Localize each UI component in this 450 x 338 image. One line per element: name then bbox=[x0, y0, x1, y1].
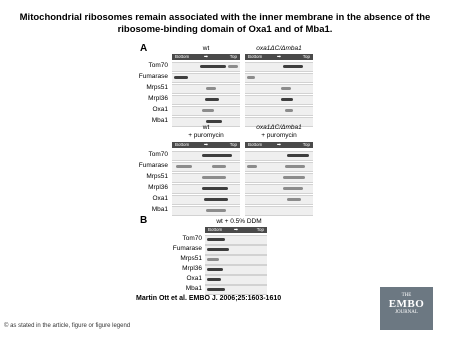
gradient-top-label: Top bbox=[229, 142, 237, 147]
protein-band bbox=[207, 248, 229, 251]
condition-mutant: oxa1ΔC/Δmba1 bbox=[256, 45, 302, 52]
blot-lane-strip bbox=[245, 184, 313, 194]
blot-lane-strip bbox=[245, 62, 313, 72]
blot-lane-strip bbox=[172, 62, 240, 72]
blot-lane-strip bbox=[172, 84, 240, 94]
blot-lane-strip bbox=[205, 235, 267, 245]
arrow-right-icon: ➡ bbox=[203, 142, 209, 148]
row-label-oxa1: Oxa1 bbox=[186, 275, 202, 282]
gradient-bar-mutant-puromycin bbox=[245, 142, 313, 148]
protein-band bbox=[283, 65, 303, 68]
gradient-top-label: Top bbox=[302, 142, 310, 147]
condition-wt: wt bbox=[202, 45, 210, 52]
blot-lane-strip bbox=[205, 285, 267, 295]
condition-wt-ddm: wt + 0.5% DDM bbox=[216, 218, 262, 225]
protein-band bbox=[200, 65, 226, 68]
blot-lane-strip bbox=[172, 206, 240, 216]
blot-lane-strip bbox=[172, 106, 240, 116]
blot-lane-strip bbox=[205, 255, 267, 265]
blot-lane-strip bbox=[245, 162, 313, 172]
blot-lane-strip bbox=[245, 73, 313, 83]
row-label-tom70: Tom70 bbox=[182, 235, 202, 242]
row-label-mrpl36: Mrpl36 bbox=[148, 95, 168, 102]
condition-line: wt bbox=[202, 124, 210, 131]
row-label-tom70: Tom70 bbox=[148, 151, 168, 158]
protein-band bbox=[287, 154, 309, 157]
blot-lane-strip bbox=[172, 95, 240, 105]
row-label-mrpl36: Mrpl36 bbox=[148, 184, 168, 191]
protein-band bbox=[206, 209, 226, 212]
row-label-fumarase: Fumarase bbox=[172, 245, 202, 252]
row-label-mrps51: Mrps51 bbox=[146, 84, 168, 91]
blot-lane-strip bbox=[205, 275, 267, 285]
citation: Martin Ott et al. EMBO J. 2006;25:1603-1610 bbox=[136, 295, 282, 302]
blot-lane-strip bbox=[172, 184, 240, 194]
blot-lane-strip bbox=[172, 173, 240, 183]
protein-band bbox=[207, 268, 223, 271]
protein-band bbox=[174, 76, 188, 79]
protein-band bbox=[287, 198, 301, 201]
logo-line: JOURNAL bbox=[395, 310, 418, 315]
blot-lane-strip bbox=[245, 206, 313, 216]
condition-line: oxa1ΔC/Δmba1 bbox=[256, 124, 302, 131]
condition-line: + puromycin bbox=[188, 132, 224, 139]
gradient-bar-wt-puromycin bbox=[172, 142, 240, 148]
panel-b-label: B bbox=[140, 215, 148, 226]
title-line-1: Mitochondrial ribosomes remain associated with the inner membrane in the absence of the bbox=[19, 12, 431, 23]
blot-lane-strip bbox=[172, 195, 240, 205]
row-label-fumarase: Fumarase bbox=[138, 73, 168, 80]
blot-lane-strip bbox=[172, 151, 240, 161]
protein-band bbox=[205, 98, 219, 101]
protein-band bbox=[228, 65, 238, 68]
gradient-top-label: Top bbox=[302, 54, 310, 59]
protein-band bbox=[247, 76, 255, 79]
gradient-top-label: Top bbox=[256, 227, 264, 232]
blot-lane-strip bbox=[205, 245, 267, 255]
row-label-oxa1: Oxa1 bbox=[152, 195, 168, 202]
row-label-mrpl36: Mrpl36 bbox=[182, 265, 202, 272]
protein-band bbox=[207, 278, 221, 281]
copyright-footer: © as stated in the article, figure or figure legend bbox=[4, 323, 131, 329]
blot-lane-strip bbox=[245, 195, 313, 205]
protein-band bbox=[285, 165, 305, 168]
blot-lane-strip bbox=[245, 173, 313, 183]
row-label-fumarase: Fumarase bbox=[138, 162, 168, 169]
gradient-bar-wt bbox=[172, 54, 240, 60]
logo-line: THE bbox=[401, 293, 412, 298]
blot-lane-strip bbox=[172, 162, 240, 172]
blot-lane-strip bbox=[245, 151, 313, 161]
protein-band bbox=[283, 187, 303, 190]
protein-band bbox=[202, 187, 228, 190]
blot-lane-strip bbox=[205, 265, 267, 275]
gradient-bar-ddm bbox=[205, 227, 267, 233]
row-label-tom70: Tom70 bbox=[148, 62, 168, 69]
protein-band bbox=[204, 198, 228, 201]
condition-line: + puromycin bbox=[261, 132, 297, 139]
gradient-bottom-label: Bottom bbox=[208, 227, 223, 232]
embo-journal-logo bbox=[380, 287, 433, 330]
condition-mutant-puromycin bbox=[245, 124, 313, 140]
protein-band bbox=[281, 98, 293, 101]
figure-title bbox=[0, 12, 450, 36]
protein-band bbox=[212, 165, 226, 168]
protein-band bbox=[206, 120, 222, 123]
arrow-right-icon: ➡ bbox=[276, 142, 282, 148]
gradient-bottom-label: Bottom bbox=[248, 142, 263, 147]
protein-band bbox=[206, 87, 216, 90]
gradient-bottom-label: Bottom bbox=[175, 142, 190, 147]
protein-band bbox=[202, 109, 214, 112]
protein-band bbox=[281, 87, 291, 90]
gradient-bottom-label: Bottom bbox=[248, 54, 263, 59]
protein-band bbox=[247, 165, 257, 168]
row-label-mrps51: Mrps51 bbox=[180, 255, 202, 262]
protein-band bbox=[207, 258, 219, 261]
blot-lane-strip bbox=[172, 73, 240, 83]
panel-a-label: A bbox=[140, 43, 148, 54]
gradient-bar-mutant bbox=[245, 54, 313, 60]
title-line-2: ribosome-binding domain of Oxa1 and of Mba1. bbox=[117, 24, 333, 35]
protein-band bbox=[283, 176, 305, 179]
logo-line: EMBO bbox=[388, 298, 425, 310]
arrow-right-icon: ➡ bbox=[233, 227, 239, 233]
row-label-oxa1: Oxa1 bbox=[152, 106, 168, 113]
row-label-mrps51: Mrps51 bbox=[146, 173, 168, 180]
row-label-mba1: Mba1 bbox=[151, 117, 168, 124]
protein-band bbox=[202, 154, 232, 157]
blot-lane-strip bbox=[245, 95, 313, 105]
blot-lane-strip bbox=[245, 84, 313, 94]
gradient-top-label: Top bbox=[229, 54, 237, 59]
protein-band bbox=[202, 176, 226, 179]
arrow-right-icon: ➡ bbox=[276, 54, 282, 60]
row-label-mba1: Mba1 bbox=[151, 206, 168, 213]
condition-wt-puromycin bbox=[172, 124, 240, 140]
blot-lane-strip bbox=[245, 106, 313, 116]
protein-band bbox=[285, 109, 293, 112]
row-label-mba1: Mba1 bbox=[185, 285, 202, 292]
protein-band bbox=[207, 288, 225, 291]
gradient-bottom-label: Bottom bbox=[175, 54, 190, 59]
arrow-right-icon: ➡ bbox=[203, 54, 209, 60]
protein-band bbox=[176, 165, 192, 168]
protein-band bbox=[207, 238, 225, 241]
